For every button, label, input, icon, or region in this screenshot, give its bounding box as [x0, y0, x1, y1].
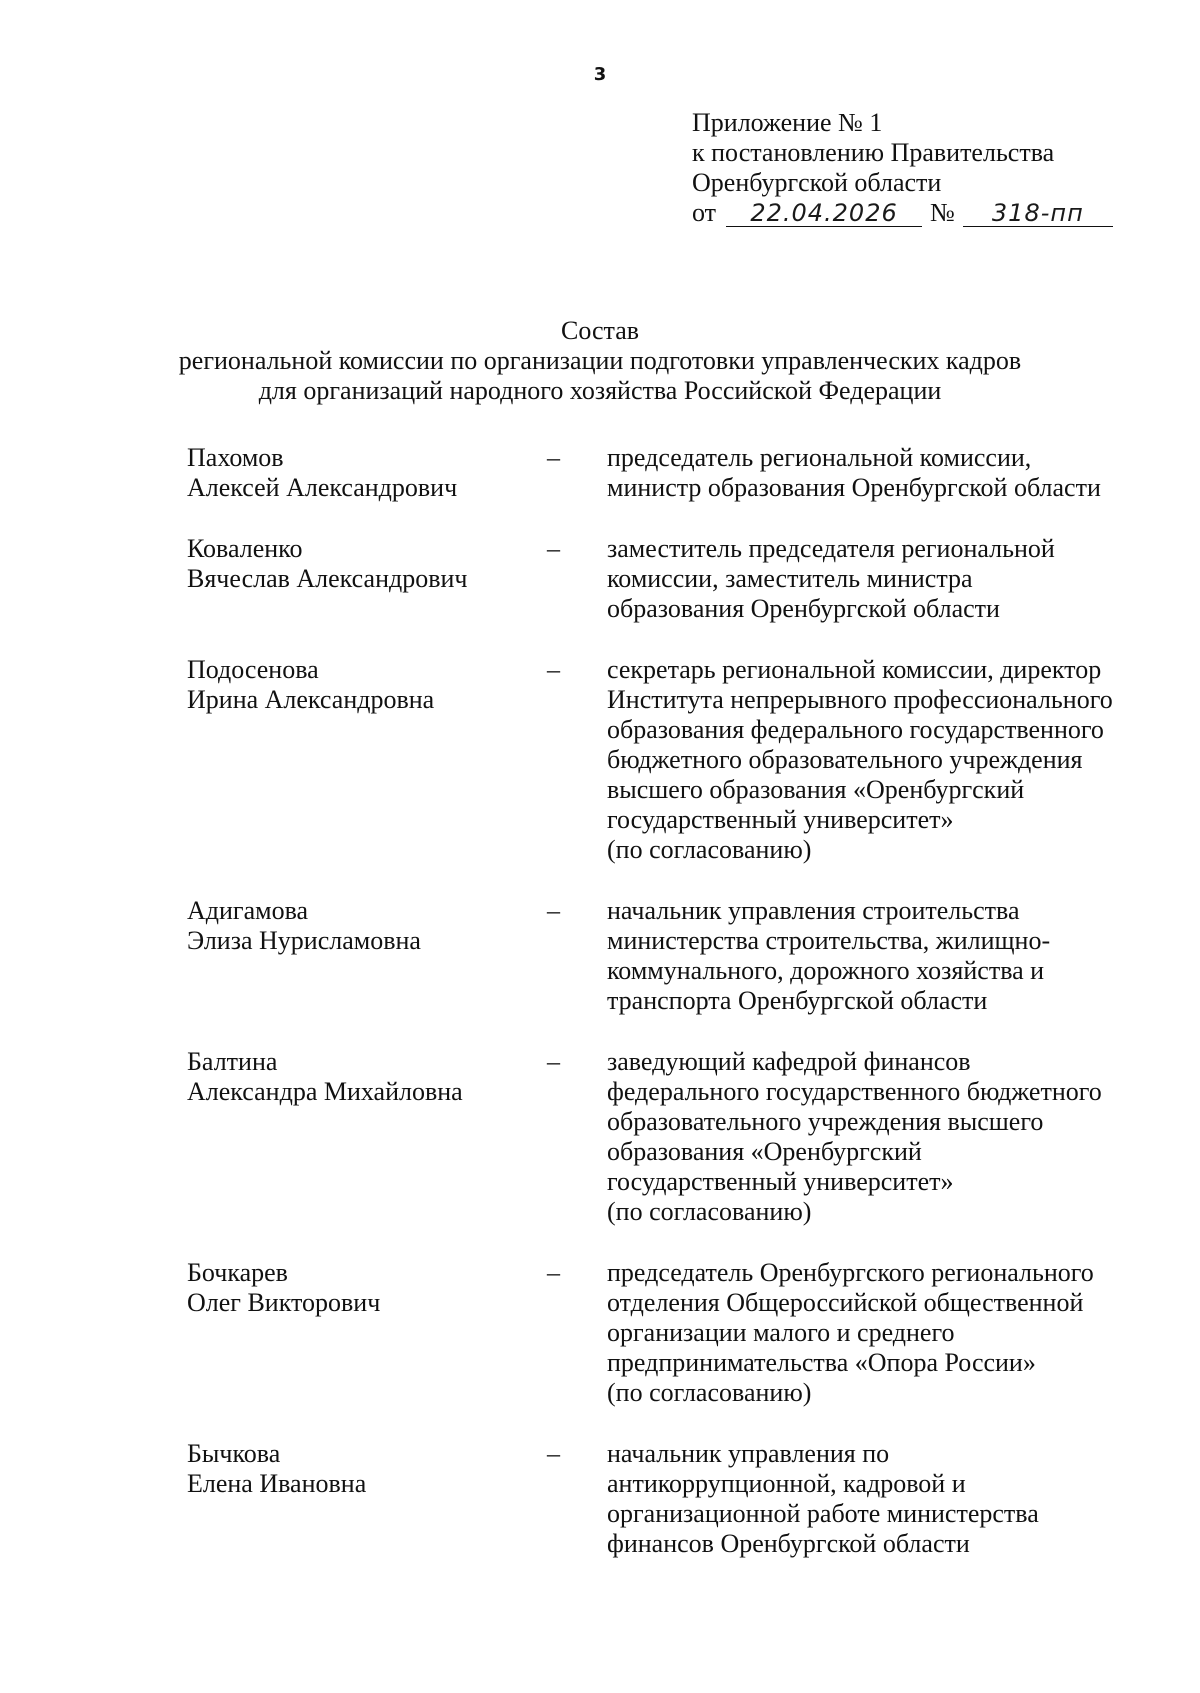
- member-row: [187, 1258, 1167, 1408]
- member-position: [607, 1047, 1167, 1227]
- handwritten-date: 22.04.2026: [726, 200, 922, 227]
- member-position-line: председатель региональной комиссии,: [607, 443, 1032, 472]
- member-row: [187, 1047, 1167, 1227]
- member-position-line: отделения Общероссийской общественной: [607, 1288, 1084, 1317]
- member-given-names: Олег Викторович: [187, 1288, 381, 1317]
- member-position-line: образования Оренбургской области: [607, 594, 1000, 623]
- appendix-date-number-line: [692, 198, 1113, 228]
- member-position: [607, 896, 1167, 1016]
- member-given-names: Елена Ивановна: [187, 1469, 367, 1498]
- member-position-line: высшего образования «Оренбургский: [607, 775, 1025, 804]
- member-given-names: Александра Михайловна: [187, 1077, 463, 1106]
- member-given-names: Элиза Нурисламовна: [187, 926, 421, 955]
- member-position-line: образовательного учреждения высшего: [607, 1107, 1044, 1136]
- member-position-line: комиссии, заместитель министра: [607, 564, 973, 593]
- member-position-line: финансов Оренбургской области: [607, 1529, 970, 1558]
- member-given-names: Вячеслав Александрович: [187, 564, 468, 593]
- member-name: [187, 1047, 547, 1227]
- member-position-line: секретарь региональной комиссии, директор: [607, 655, 1102, 684]
- member-position: [607, 1439, 1167, 1559]
- member-name: [187, 896, 547, 1016]
- member-position-line: организационной работе министерства: [607, 1499, 1039, 1528]
- member-position-line: начальник управления строительства: [607, 896, 1020, 925]
- member-row: [187, 655, 1167, 865]
- title-line-2: региональной комиссии по организации подготовки управленческих кадров: [178, 346, 1022, 375]
- member-position-line: коммунального, дорожного хозяйства и: [607, 956, 1045, 985]
- number-prefix: №: [930, 198, 955, 227]
- member-position: [607, 1258, 1167, 1408]
- member-name: [187, 443, 547, 503]
- member-given-names: Алексей Александрович: [187, 473, 458, 502]
- appendix-title: Приложение № 1: [692, 108, 883, 137]
- member-position-line: государственный университет»: [607, 805, 954, 834]
- member-row: [187, 896, 1167, 1016]
- member-position-line: заместитель председателя региональной: [607, 534, 1055, 563]
- member-position-line: (по согласованию): [607, 1197, 812, 1226]
- member-dash: –: [547, 896, 560, 925]
- member-position-line: начальник управления по: [607, 1439, 890, 1468]
- member-position-line: образования «Оренбургский: [607, 1137, 922, 1166]
- member-row: [187, 1439, 1167, 1559]
- member-position-line: председатель Оренбургского регионального: [607, 1258, 1094, 1287]
- member-surname: Пахомов: [187, 443, 284, 472]
- member-position-line: министерства строительства, жилищно-: [607, 926, 1051, 955]
- member-given-names: Ирина Александровна: [187, 685, 435, 714]
- member-name: [187, 1439, 547, 1559]
- member-surname: Подосенова: [187, 655, 319, 684]
- member-position-line: (по согласованию): [607, 1378, 812, 1407]
- member-name: [187, 534, 547, 624]
- appendix-reference: к постановлению Правительства: [692, 138, 1055, 167]
- member-position-line: министр образования Оренбургской области: [607, 473, 1101, 502]
- date-prefix: от: [692, 198, 717, 227]
- member-dash: –: [547, 655, 560, 684]
- member-dash: –: [547, 1258, 560, 1287]
- appendix-header: [692, 108, 1113, 228]
- member-surname: Балтина: [187, 1047, 278, 1076]
- member-surname: Бычкова: [187, 1439, 281, 1468]
- member-surname: Бочкарев: [187, 1258, 288, 1287]
- member-position: [607, 655, 1167, 865]
- member-surname: Коваленко: [187, 534, 303, 563]
- member-row: [187, 534, 1167, 624]
- member-dash: –: [547, 443, 560, 472]
- member-position-line: организации малого и среднего: [607, 1318, 955, 1347]
- member-position: [607, 534, 1167, 624]
- handwritten-number: 318-пп: [963, 200, 1113, 227]
- member-position: [607, 443, 1167, 503]
- member-dash: –: [547, 1047, 560, 1076]
- member-position-line: антикоррупционной, кадровой и: [607, 1469, 966, 1498]
- member-dash: –: [547, 1439, 560, 1468]
- member-surname: Адигамова: [187, 896, 309, 925]
- member-name: [187, 1258, 547, 1408]
- title-line-3: для организаций народного хозяйства Российской Федерации: [258, 376, 942, 405]
- member-dash: –: [547, 534, 560, 563]
- member-position-line: образования федерального государственного: [607, 715, 1104, 744]
- member-position-line: федерального государственного бюджетного: [607, 1077, 1102, 1106]
- member-row: [187, 443, 1167, 503]
- appendix-region: Оренбургской области: [692, 168, 942, 197]
- page-number: 3: [593, 64, 607, 85]
- member-position-line: государственный университет»: [607, 1167, 954, 1196]
- member-position-line: транспорта Оренбургской области: [607, 986, 988, 1015]
- title-heading: Состав: [560, 316, 640, 345]
- members-list: [187, 443, 1167, 1590]
- member-position-line: Института непрерывного профессионального: [607, 685, 1113, 714]
- member-position-line: (по согласованию): [607, 835, 812, 864]
- document-title: [0, 316, 1200, 406]
- member-name: [187, 655, 547, 865]
- member-position-line: заведующий кафедрой финансов: [607, 1047, 971, 1076]
- member-position-line: бюджетного образовательного учреждения: [607, 745, 1083, 774]
- member-position-line: предпринимательства «Опора России»: [607, 1348, 1036, 1377]
